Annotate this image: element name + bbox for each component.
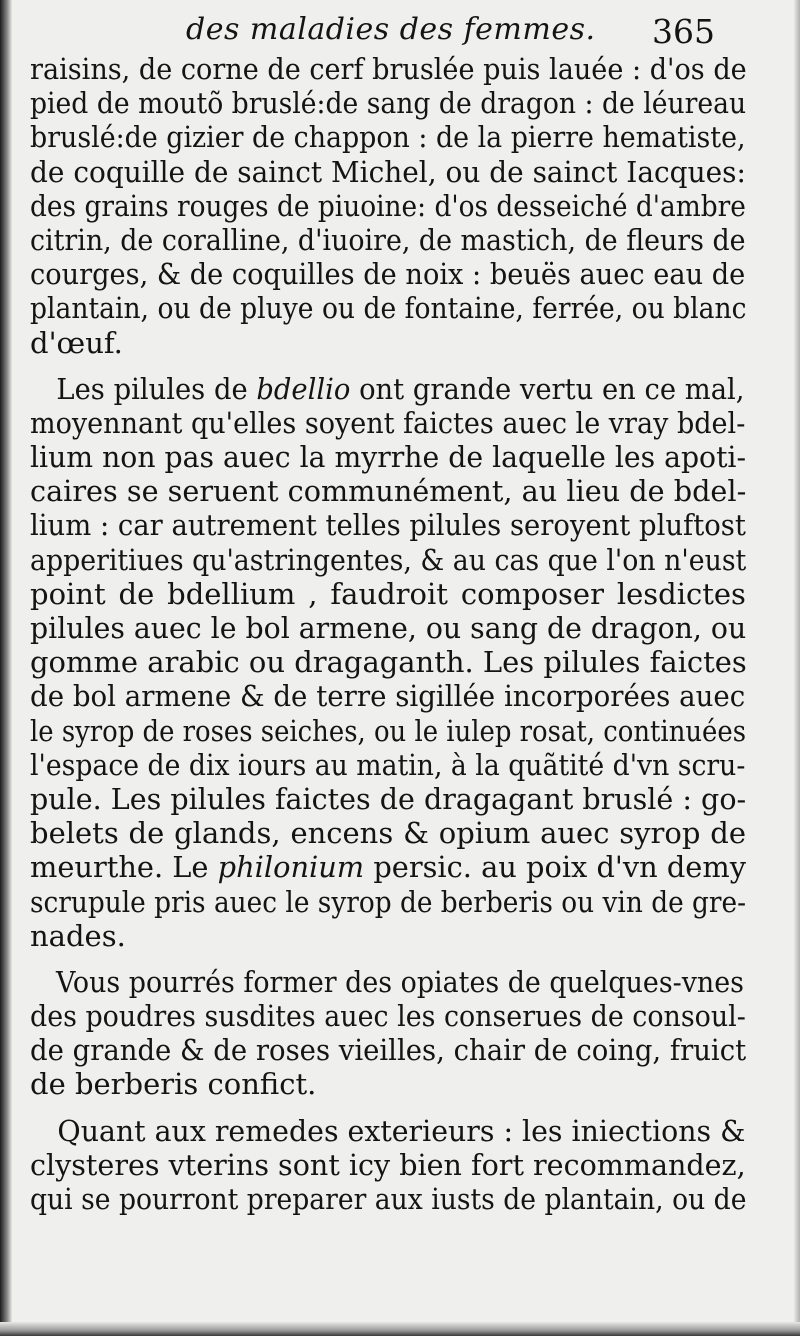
text-line: clysteres vterins sont icy bien fort recommandez, — [30, 1147, 746, 1182]
text-line: de grande & de roses vieilles, chair de coing, fruict — [30, 1033, 747, 1068]
text-line: qui se pourront preparer aux iusts de plantain, ou de — [30, 1182, 747, 1216]
italic-term: philonium — [217, 850, 365, 885]
text-line: nades. — [30, 918, 126, 953]
text-line: des poudres susdites auec les conserues de consoul- — [30, 999, 746, 1034]
text-line: meurthe. Le philonium persic. au poix d'vn demy — [30, 850, 746, 885]
text-line: caires se seruent communément, au lieu de bdel- — [30, 474, 747, 509]
italic-term: bdellio — [256, 371, 351, 406]
paragraph-first-line: Quant aux remedes exterieurs : les iniections & — [57, 1113, 746, 1148]
page-gutter-shadow — [0, 0, 12, 1336]
paragraph-first-line: Vous pourrés former des opiates de quelques-vnes — [55, 964, 744, 999]
paragraph-first-line: Les pilules de bdellio ont grande vertu en ce mal, — [56, 371, 745, 406]
text-line: gomme arabic ou dragaganth. Les pilules faictes — [30, 645, 747, 680]
text-line: lium : car autrement telles pilules seroyent pluftost — [30, 508, 746, 543]
page-number: 365 — [652, 12, 715, 51]
text-line: courges, & de coquilles de noix : beuës auec eau de — [30, 257, 746, 292]
text-line: pied de moutõ bruslé:de sang de dragon : de léureau — [30, 86, 747, 121]
text-line: lium non pas auec la myrrhe de laquelle les apoti- — [30, 440, 747, 475]
body-text — [30, 52, 746, 1216]
text-line: bruslé:de gizier de chappon : de la pierre hematiste, — [30, 120, 746, 155]
page-bottom-edge — [0, 1322, 800, 1336]
text-line: raisins, de corne de cerf bruslée puis lauée : d'os de — [30, 52, 747, 86]
text-line: de coquille de sainct Michel, ou de sainct Iacques: — [30, 154, 746, 189]
running-head-title: des maladies des femmes. — [186, 12, 596, 47]
page-right-edge — [794, 0, 800, 1336]
text-line: belets de glands, encens & opium auec syrop de — [30, 816, 747, 851]
text-line: pilules auec le bol armene, ou sang de dragon, ou — [30, 611, 747, 645]
text-line: citrin, de coralline, d'iuoire, de mastich, de fleurs de — [30, 222, 746, 257]
text-line: de bol armene & de terre sigillée incorporées auec — [30, 679, 746, 714]
text-line: plantain, ou de pluye ou de fontaine, ferrée, ou blanc — [30, 291, 747, 326]
text-line: pule. Les pilules faictes de dragagant bruslé : go- — [30, 781, 747, 816]
text-line: le syrop de roses seiches, ou le iulep rosat, continuées — [30, 713, 747, 748]
running-head — [0, 8, 800, 52]
text-line: des grains rouges de piuoine: d'os desseiché d'ambre — [30, 188, 746, 223]
text-line: scrupule pris auec le syrop de berberis ou vin de gre- — [30, 884, 747, 919]
text-line: point de bdellium , faudroit composer lesdictes — [30, 576, 746, 611]
text-line: l'espace de dix iours au matin, à la quãtité d'vn scru- — [30, 747, 746, 782]
text-line: de berberis confict. — [30, 1067, 317, 1102]
text-line: moyennant qu'elles soyent faictes auec le vray bdel- — [30, 405, 746, 440]
text-line: apperitiues qu'astringentes, & au cas que l'on n'eust — [30, 542, 747, 577]
text-line: d'œuf. — [30, 325, 123, 360]
